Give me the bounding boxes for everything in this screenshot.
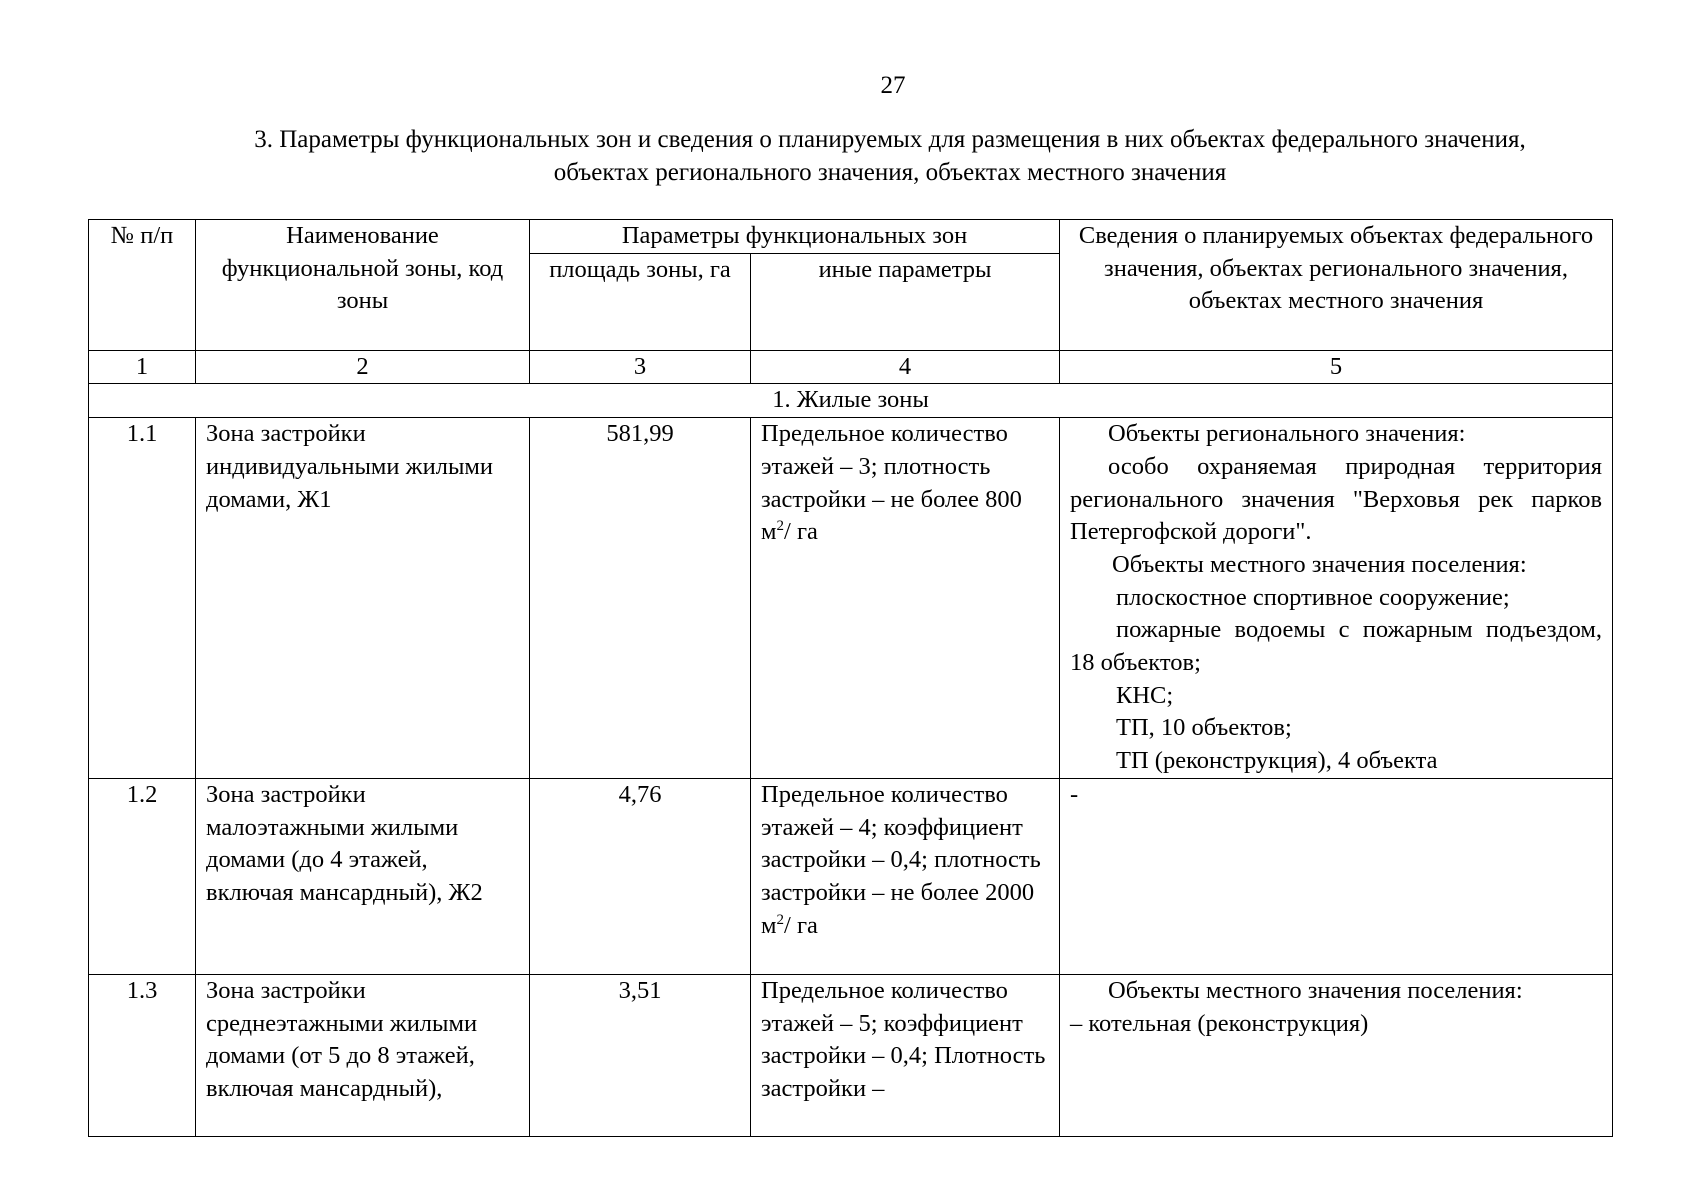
zone-parameters-unit: / га	[784, 518, 818, 546]
page-number: 27	[880, 72, 906, 99]
zone-parameters-text: Предельное количество этажей – 3; плотность застройки – не более 800 м	[761, 420, 1022, 546]
superscript-2: 2	[776, 911, 785, 928]
row-number: 1.1	[89, 418, 196, 779]
header-other-parameters: иные параметры	[751, 253, 1060, 350]
local-object-item: КНС;	[1116, 681, 1174, 709]
table-row	[89, 974, 1613, 1136]
column-number-2: 2	[196, 350, 530, 384]
local-object-item: плоскостное спортивное сооружение;	[1116, 583, 1510, 611]
local-object-item: ТП (реконструкция), 4 объекта	[1116, 747, 1438, 775]
zone-name: Зона застройки малоэтажными жилыми домами (до 4 этажей, включая мансардный), Ж2	[196, 778, 530, 974]
header-zone-name: Наименование функциональной зоны, код зоны	[196, 220, 530, 351]
superscript-2: 2	[776, 518, 785, 535]
column-number-row	[89, 350, 1613, 384]
header-number: № п/п	[89, 220, 196, 351]
section-row	[89, 384, 1613, 418]
section-title: 1. Жилые зоны	[89, 384, 1613, 418]
regional-objects-title: Объекты регионального значения:	[1108, 420, 1466, 448]
planned-objects	[1060, 974, 1613, 1136]
local-object-item: – котельная (реконструкция)	[1070, 1009, 1369, 1037]
zone-name: Зона застройки среднеэтажными жилыми домами (от 5 до 8 этажей, включая мансардный),	[196, 974, 530, 1136]
header-planned-objects: Сведения о планируемых объектах федерального значения, объектах регионального значения, объектах местного значения	[1060, 220, 1613, 351]
zone-parameters: Предельное количество этажей – 5; коэффициент застройки – 0,4; Плотность застройки –	[751, 974, 1060, 1136]
document-title-line-1: 3. Параметры функциональных зон и сведения о планируемых для размещения в них объектах федерального значения,	[254, 126, 1526, 153]
local-objects-title: Объекты местного значения поселения:	[1108, 976, 1523, 1004]
zone-parameters-unit: / га	[784, 911, 818, 939]
zone-name: Зона застройки индивидуальными жилыми домами, Ж1	[196, 418, 530, 779]
zone-area: 3,51	[530, 974, 751, 1136]
column-number-3: 3	[530, 350, 751, 384]
row-number: 1.3	[89, 974, 196, 1136]
regional-object-item: особо охраняемая природная территория регионального значения "Верховья рек парков Петергофской дороги".	[1070, 452, 1603, 546]
table-row	[89, 418, 1613, 779]
table-row	[89, 778, 1613, 974]
zone-parameters-text: Предельное количество этажей – 4; коэффициент застройки – 0,4; плотность застройки – не более 2000 м	[761, 780, 1041, 939]
planned-objects: -	[1060, 778, 1613, 974]
document-title-line-2: объектах регионального значения, объектах местного значения	[553, 159, 1227, 186]
header-zone-parameters: Параметры функциональных зон	[530, 220, 1060, 254]
local-object-item: ТП, 10 объектов;	[1116, 714, 1292, 742]
column-number-1: 1	[89, 350, 196, 384]
table-header-row-1	[89, 220, 1613, 254]
zone-area: 4,76	[530, 778, 751, 974]
column-number-5: 5	[1060, 350, 1613, 384]
local-objects-title: Объекты местного значения поселения:	[1112, 550, 1527, 578]
zone-parameters	[751, 418, 1060, 779]
zone-area: 581,99	[530, 418, 751, 779]
zone-parameters	[751, 778, 1060, 974]
document-title	[80, 123, 1697, 189]
column-number-4: 4	[751, 350, 1060, 384]
local-object-item: пожарные водоемы с пожарным подъездом, 18 объектов;	[1070, 616, 1603, 677]
functional-zones-table	[88, 219, 1613, 1137]
row-number: 1.2	[89, 778, 196, 974]
planned-objects	[1060, 418, 1613, 779]
header-zone-area: площадь зоны, га	[530, 253, 751, 350]
